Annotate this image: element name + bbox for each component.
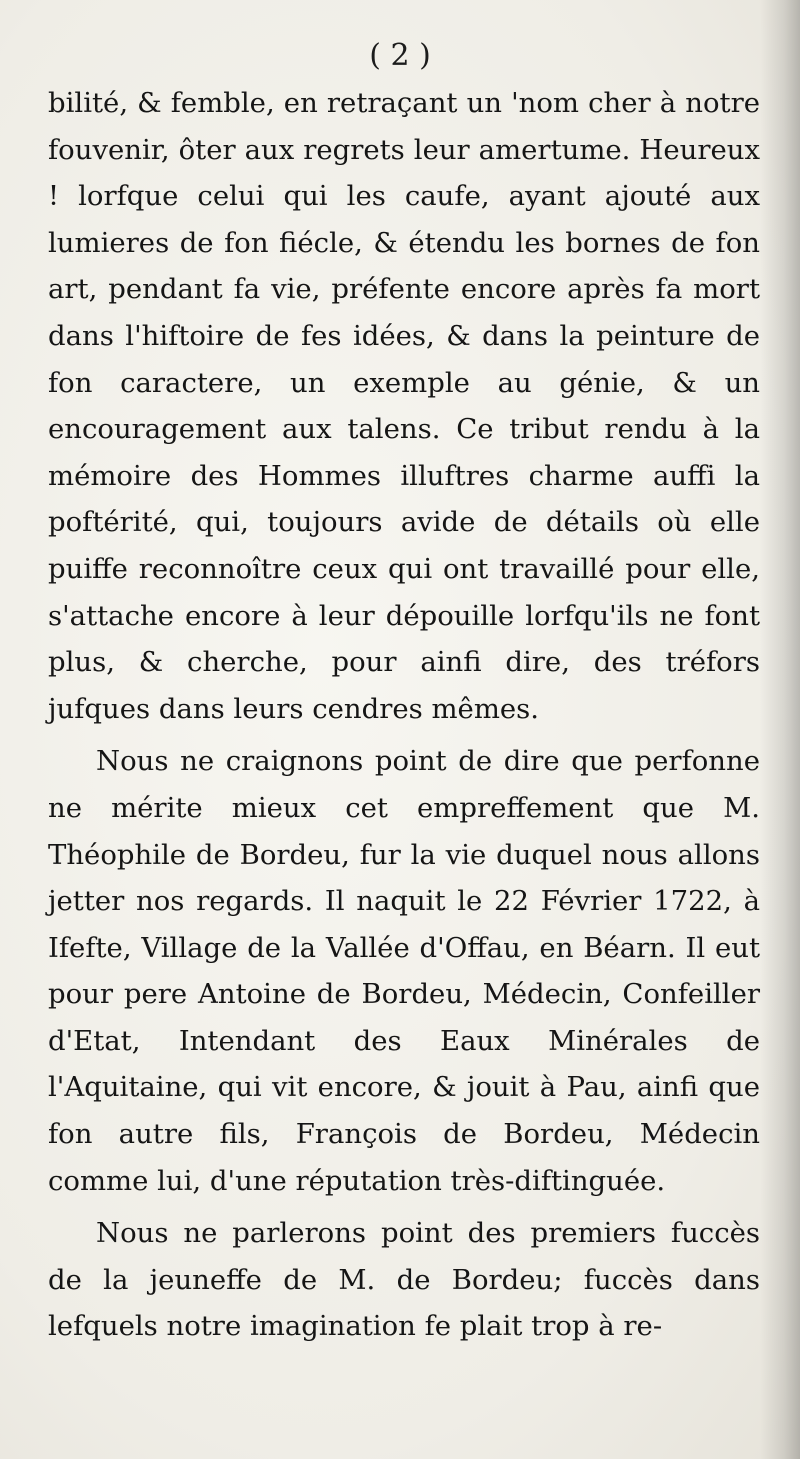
paragraph-2: Nous ne craignons point de dire que perfonne ne mérite mieux cet empreffement que M. Théophile de Bordeu, fur la vie duquel nous allons jetter nos regards. Il naquit le 22 Février 1722, à Ifefte, Village de la Vallée d'Offau, en Béarn. Il eut pour pere Antoine de Bordeu, Médecin, Confeiller d'Etat, Intendant des Eaux Minérales de l'Aquitaine, qui vit encore, & jouit à Pau, ainfi que fon autre fils, François de Bordeu, Médecin comme lui, d'une réputation très-diftinguée. bbox=[48, 745, 760, 1197]
page-edge-shadow bbox=[760, 0, 800, 1459]
paragraph-1: bilité, & femble, en retraçant un 'nom cher à notre fouvenir, ôter aux regrets leur amertume. Heureux ! lorfque celui qui les caufe, ayant ajouté aux lumieres de fon fiécle, & étendu les bornes de fon art, pendant fa vie, préfente encore après fa mort dans l'hiftoire de fes idées, & dans la peinture de fon caractere, un exemple au génie, & un encouragement aux talens. Ce tribut rendu à la mémoire des Hommes illuftres charme auffi la poftérité, qui, toujours avide de détails où elle puiffe reconnoître ceux qui ont travaillé pour elle, s'attache encore à leur dépouille lorfqu'ils ne font plus, & cherche, pour ainfi dire, des tréfors jufques dans leurs cendres mêmes. bbox=[48, 87, 760, 725]
body-text bbox=[48, 80, 760, 1350]
page-number: ( 2 ) bbox=[369, 38, 431, 73]
paragraph-3: Nous ne parlerons point des premiers fuccès de la jeuneffe de M. de Bordeu; fuccès dans lefquels notre imagination fe plait trop à re- bbox=[48, 1217, 760, 1343]
